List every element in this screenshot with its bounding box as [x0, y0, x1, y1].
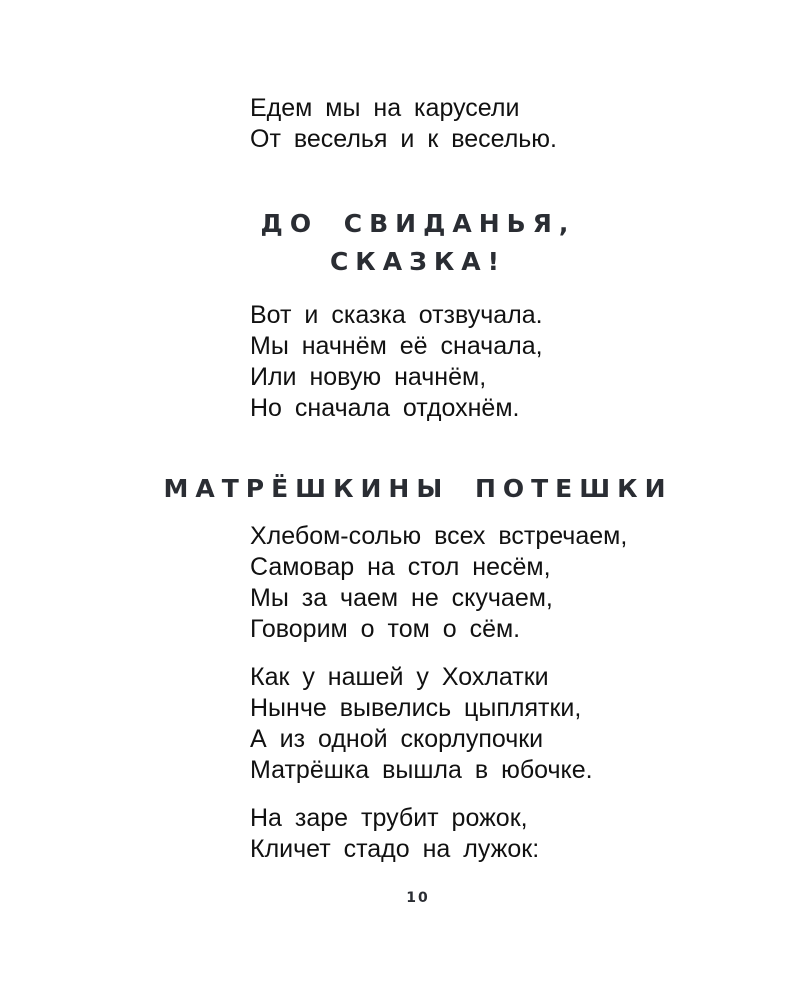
title-line: МАТРЁШКИНЫ ПОТЕШКИ	[163, 474, 673, 503]
poem-title-matryoshkiny-poteshki	[0, 470, 800, 508]
poem-line: Мы начнём её сначала,	[250, 332, 543, 360]
poem-line: Самовар на стол несём,	[250, 553, 551, 581]
poem-line: Матрёшка вышла в юбочке.	[250, 756, 593, 784]
poem-line: На заре трубит рожок,	[250, 804, 528, 832]
poem-line: Хлебом-солью всех встречаем,	[250, 522, 628, 550]
poem-stanza-carousel	[250, 93, 557, 155]
poem-line: Нынче вывелись цыплятки,	[250, 694, 582, 722]
poem-line: Вот и сказка отзвучала.	[250, 301, 543, 329]
page-number: 10	[406, 890, 430, 906]
poem-title-do-svidanya	[0, 205, 800, 281]
poem-line: Но сначала отдохнём.	[250, 394, 520, 422]
title-line: СКАЗКА!	[329, 247, 507, 276]
poem-stanza-khleb-sol	[250, 521, 627, 645]
poem-line: Мы за чаем не скучаем,	[250, 584, 553, 612]
poem-line: Говорим о том о сём.	[250, 615, 521, 643]
poem-line: Кличет стадо на лужок:	[250, 835, 540, 863]
poem-stanza-khokhlatka	[250, 662, 593, 786]
poem-line: От веселья и к веселью.	[250, 125, 557, 153]
poem-line: Или новую начнём,	[250, 363, 487, 391]
poem-line: А из одной скорлупочки	[250, 725, 544, 753]
poem-stanza-skazka	[250, 300, 543, 424]
title-line: ДО СВИДАНЬЯ,	[260, 209, 576, 238]
poem-line: Как у нашей у Хохлатки	[250, 663, 549, 691]
poem-stanza-rozhok	[250, 803, 539, 865]
poem-line: Едем мы на карусели	[250, 94, 520, 122]
